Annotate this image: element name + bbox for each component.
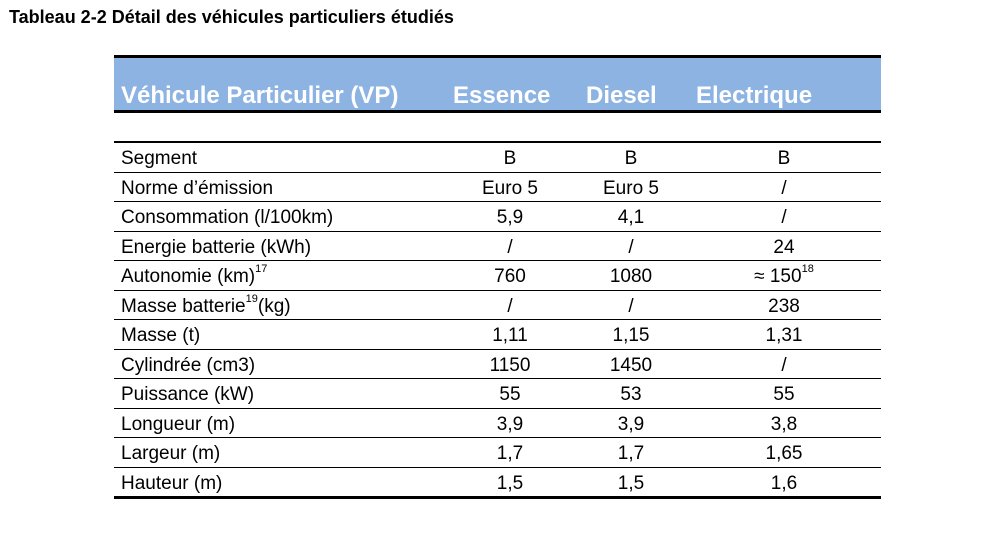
cell-electrique bbox=[726, 232, 842, 264]
table-row bbox=[114, 438, 881, 468]
cell-essence-value: 1,5 bbox=[496, 472, 524, 494]
cell-essence-value: 5,9 bbox=[496, 207, 524, 228]
cell-diesel bbox=[573, 350, 689, 382]
cell-essence-value: 1150 bbox=[489, 354, 531, 376]
cell-diesel-value: 1,7 bbox=[617, 443, 645, 464]
cell-electrique bbox=[726, 202, 842, 234]
table-row bbox=[114, 261, 881, 291]
header-vehicle-label: Véhicule Particulier (VP) bbox=[121, 82, 399, 109]
header-diesel: Diesel bbox=[586, 82, 657, 109]
cell-diesel bbox=[573, 379, 689, 411]
cell-electrique bbox=[726, 143, 842, 175]
cell-electrique-value: 1,31 bbox=[765, 325, 803, 346]
row-label bbox=[121, 379, 254, 411]
cell-diesel-value: 4,1 bbox=[617, 207, 645, 228]
row-label-text: Longueur (m) bbox=[121, 413, 236, 435]
table-row bbox=[114, 379, 881, 409]
cell-essence bbox=[452, 232, 568, 264]
row-label-text: Norme d’émission bbox=[121, 177, 274, 199]
cell-essence bbox=[452, 173, 568, 205]
cell-essence-value: / bbox=[507, 295, 513, 317]
footnote-ref: 19 bbox=[245, 292, 258, 305]
cell-essence-value: Euro 5 bbox=[482, 177, 538, 199]
cell-electrique bbox=[726, 261, 842, 293]
cell-diesel bbox=[573, 202, 689, 234]
table-body bbox=[114, 143, 881, 499]
cell-electrique-value: B bbox=[777, 148, 791, 169]
table-row bbox=[114, 291, 881, 321]
cell-diesel-value: 1450 bbox=[609, 354, 653, 376]
row-label-text: Cylindrée (cm3) bbox=[121, 354, 256, 376]
table-row bbox=[114, 350, 881, 380]
row-label bbox=[121, 320, 200, 352]
row-label-text: Masse batterie bbox=[121, 295, 246, 317]
table-row bbox=[114, 143, 881, 173]
cell-essence bbox=[452, 379, 568, 411]
row-label bbox=[121, 409, 235, 441]
row-label bbox=[121, 438, 220, 470]
cell-diesel bbox=[573, 409, 689, 441]
cell-diesel bbox=[573, 320, 689, 352]
row-label bbox=[121, 261, 267, 293]
cell-electrique bbox=[726, 173, 842, 205]
cell-essence bbox=[452, 320, 568, 352]
cell-electrique-value: 1,6 bbox=[770, 472, 798, 494]
row-label-text: Puissance (kW) bbox=[121, 384, 255, 405]
cell-diesel-value: / bbox=[628, 236, 634, 258]
cell-electrique bbox=[726, 320, 842, 352]
table-row bbox=[114, 320, 881, 350]
cell-essence bbox=[452, 202, 568, 234]
cell-diesel-value: 53 bbox=[620, 384, 642, 405]
cell-essence bbox=[452, 350, 568, 382]
table-row bbox=[114, 173, 881, 203]
cell-essence-value: 1,11 bbox=[492, 325, 528, 346]
row-label bbox=[121, 232, 311, 264]
cell-diesel bbox=[573, 468, 689, 500]
cell-diesel bbox=[573, 173, 689, 205]
row-label bbox=[121, 350, 255, 382]
row-label-text: Autonomie (km) bbox=[121, 266, 256, 287]
row-label bbox=[121, 202, 333, 234]
cell-essence bbox=[452, 143, 568, 175]
header-essence: Essence bbox=[453, 82, 551, 109]
cell-diesel-value: Euro 5 bbox=[603, 177, 659, 199]
row-label bbox=[121, 468, 222, 500]
row-label bbox=[121, 173, 273, 205]
cell-essence bbox=[452, 291, 568, 323]
row-label-text: Hauteur (m) bbox=[121, 472, 223, 494]
cell-diesel bbox=[573, 261, 689, 293]
row-label bbox=[121, 291, 291, 323]
cell-diesel bbox=[573, 143, 689, 175]
row-label-text: Masse (t) bbox=[121, 325, 201, 346]
cell-electrique bbox=[726, 409, 842, 441]
cell-diesel bbox=[573, 438, 689, 470]
cell-essence bbox=[452, 261, 568, 293]
cell-electrique bbox=[726, 291, 842, 323]
cell-electrique-value: 24 bbox=[773, 236, 795, 258]
vehicle-table bbox=[114, 55, 881, 499]
cell-diesel-value: 1,5 bbox=[617, 472, 645, 494]
cell-diesel-value: 1080 bbox=[609, 266, 653, 287]
cell-essence-value: B bbox=[503, 148, 517, 169]
cell-diesel-value: B bbox=[624, 148, 638, 169]
cell-diesel bbox=[573, 232, 689, 264]
cell-electrique-value: 3,8 bbox=[770, 413, 798, 435]
cell-essence bbox=[452, 468, 568, 500]
cell-essence-value: 3,9 bbox=[496, 413, 524, 435]
table-caption: Tableau 2-2 Détail des véhicules particuliers étudiés bbox=[9, 7, 454, 27]
table-row bbox=[114, 232, 881, 262]
row-label-text: Segment bbox=[121, 148, 198, 169]
cell-electrique bbox=[726, 379, 842, 411]
row-label-unit: (kg) bbox=[257, 295, 291, 317]
cell-electrique-value: / bbox=[781, 354, 787, 376]
cell-essence-value: 760 bbox=[494, 266, 526, 287]
table-header bbox=[114, 58, 881, 110]
cell-electrique-value: / bbox=[781, 207, 787, 228]
row-label-text: Largeur (m) bbox=[121, 443, 221, 464]
table-row bbox=[114, 202, 881, 232]
header-electrique: Electrique bbox=[696, 82, 813, 109]
cell-electrique-value: / bbox=[781, 177, 787, 199]
cell-diesel-value: / bbox=[628, 295, 634, 317]
table-spacer bbox=[114, 113, 881, 141]
cell-essence-value: 1,7 bbox=[496, 443, 524, 464]
row-label bbox=[121, 143, 197, 175]
cell-essence bbox=[452, 409, 568, 441]
row-label-text: Consommation (l/100km) bbox=[121, 207, 334, 228]
cell-essence-value: / bbox=[507, 236, 513, 258]
cell-electrique bbox=[726, 438, 842, 470]
cell-diesel bbox=[573, 291, 689, 323]
cell-electrique-value: 1,65 bbox=[765, 443, 803, 464]
cell-electrique-value: ≈ 150 bbox=[754, 266, 802, 287]
cell-electrique-value: 55 bbox=[773, 384, 795, 405]
table-row bbox=[114, 409, 881, 439]
footnote-ref: 17 bbox=[255, 263, 268, 275]
cell-electrique-value: 238 bbox=[768, 295, 800, 317]
cell-essence-value: 55 bbox=[499, 384, 521, 405]
cell-diesel-value: 3,9 bbox=[617, 413, 645, 435]
cell-essence bbox=[452, 438, 568, 470]
cell-electrique bbox=[726, 350, 842, 382]
footnote-ref: 18 bbox=[801, 263, 814, 275]
row-label-text: Energie batterie (kWh) bbox=[121, 236, 312, 258]
cell-electrique bbox=[726, 468, 842, 500]
table-row bbox=[114, 468, 881, 500]
cell-diesel-value: 1,15 bbox=[612, 325, 650, 346]
